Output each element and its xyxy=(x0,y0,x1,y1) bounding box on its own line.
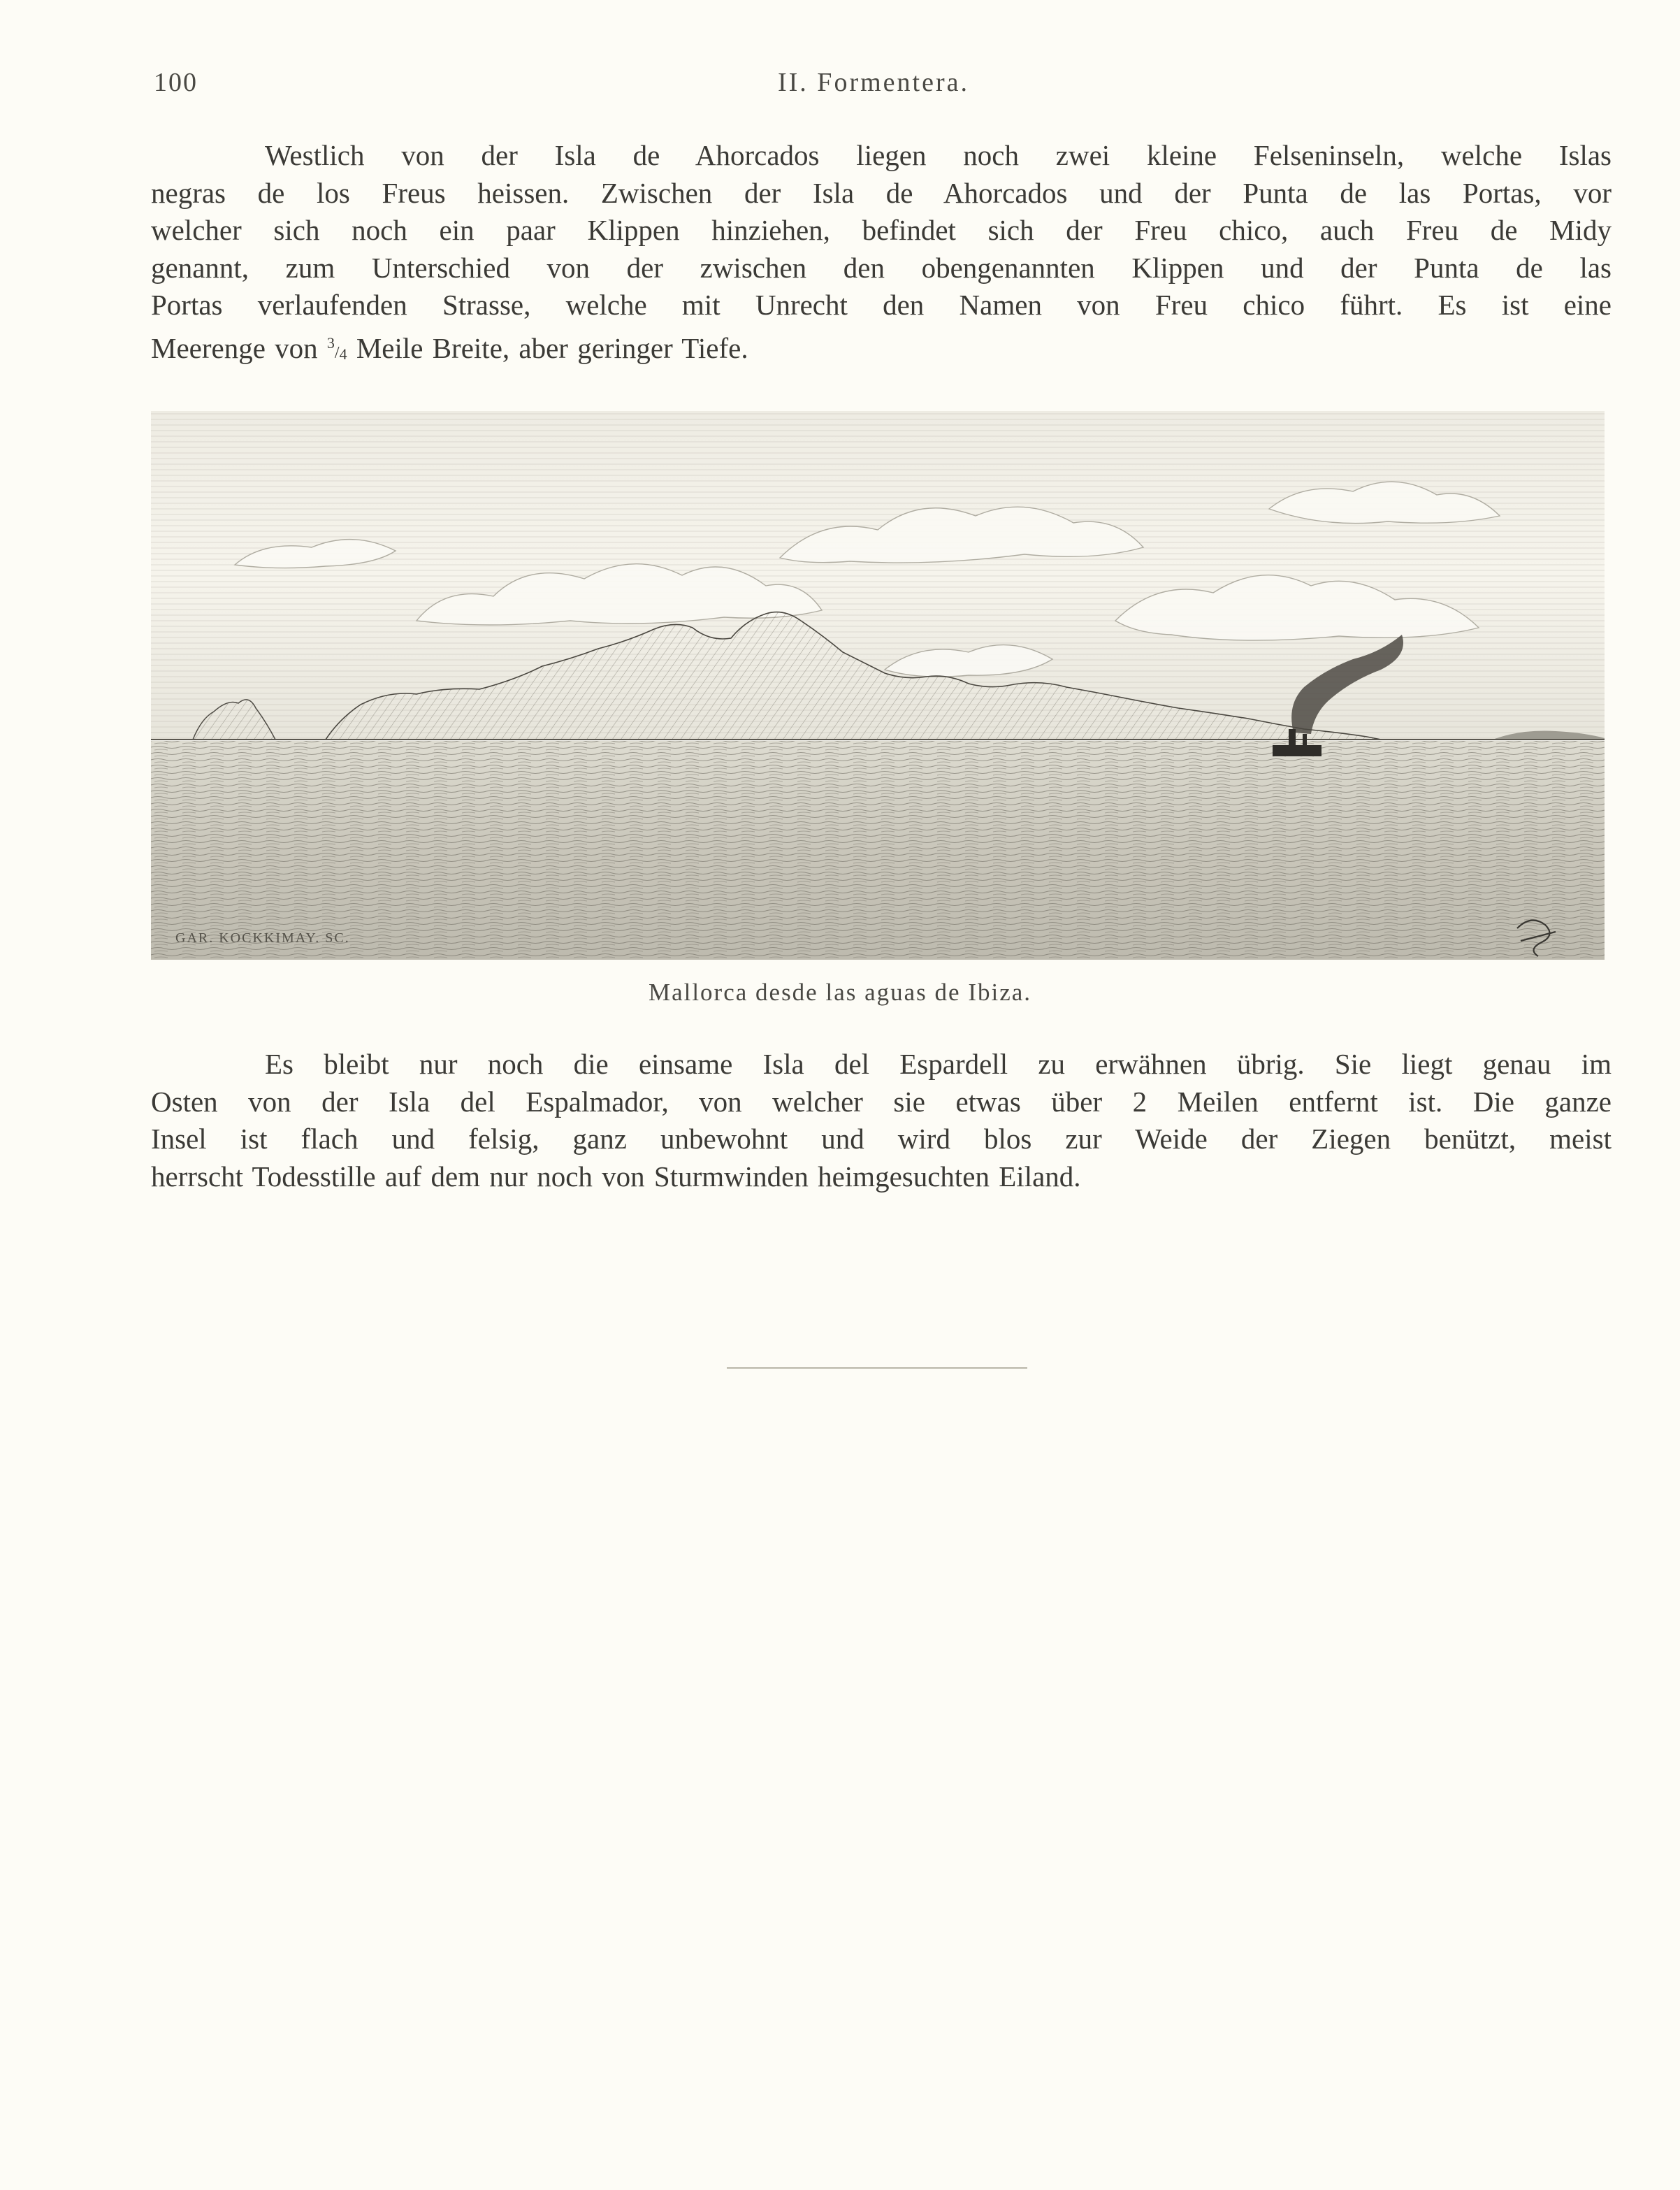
engraving-illustration xyxy=(151,411,1605,960)
seascape-engraving xyxy=(151,411,1605,960)
text-line: herrscht Todesstille auf dem nur noch von Sturmwinden heimgesuchten Eiland. xyxy=(151,1160,1081,1193)
running-head xyxy=(0,67,1680,109)
text-line: negras de los Freus heissen. Zwischen der Isla de Ahorcados und der Punta de las Portas, vor xyxy=(151,176,1612,209)
text-line xyxy=(151,324,1612,373)
page-number: 100 xyxy=(154,68,198,97)
running-title: II. Formentera. xyxy=(778,68,969,97)
text-line: Portas verlaufenden Strasse, welche mit Unrecht den Namen von Freu chico führt. Es ist eine xyxy=(151,289,1612,322)
text-line: Es bleibt nur noch die einsame Isla del Espardell zu erwähnen übrig. Sie liegt genau im xyxy=(265,1048,1612,1080)
fraction-denominator: 4 xyxy=(339,345,347,363)
text-line: genannt, zum Unterschied von der zwischen den obengenannten Klippen und der Punta de las xyxy=(151,251,1612,284)
text-line: Insel ist flach und felsig, ganz unbewohnt und wird blos zur Weide der Ziegen benützt, meist xyxy=(151,1123,1612,1155)
engraver-signature: GAR. KOCKKIMAY. SC. xyxy=(175,930,350,946)
paragraph-1 xyxy=(151,137,1612,373)
text-fragment: Meerenge von xyxy=(151,331,327,364)
sea-hatching xyxy=(151,741,1605,960)
text-line: Osten von der Isla del Espalmador, von welcher sie etwas über 2 Meilen entfernt ist. Die ganze xyxy=(151,1085,1612,1118)
text-line: welcher sich noch ein paar Klippen hinziehen, befindet sich der Freu chico, auch Freu de Midy xyxy=(151,214,1612,247)
text-line: Westlich von der Isla de Ahorcados liegen noch zwei kleine Felseninseln, welche Islas xyxy=(265,139,1612,171)
paragraph-2 xyxy=(151,1046,1612,1195)
section-divider xyxy=(727,1367,1027,1369)
figure-caption: Mallorca desde las aguas de Ibiza. xyxy=(648,979,1032,1006)
fraction: $^3/_4$ xyxy=(326,333,347,363)
text-fragment: Meile Breite, aber geringer Tiefe. xyxy=(347,331,748,364)
fraction-numerator: 3 xyxy=(326,333,335,352)
